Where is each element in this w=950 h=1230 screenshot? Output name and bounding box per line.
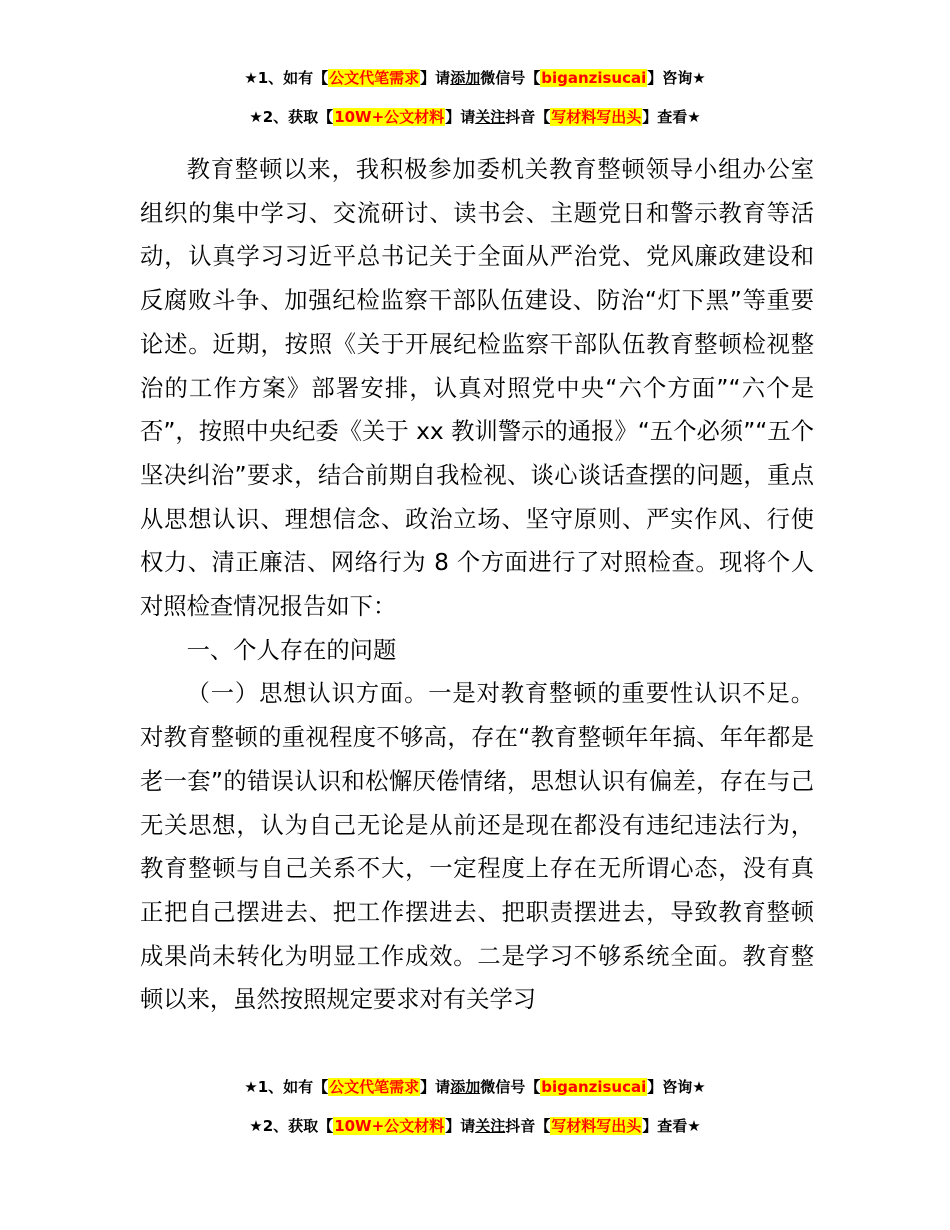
body-paragraph: （一）思想认识方面。一是对教育整顿的重要性认识不足。对教育整顿的重视程度不够高，存在“教育整顿年年搞、年年都是老一套”的错误认识和松懈厌倦情绪，思想认识有偏差，存在与己无关思想，认为自己无论是从前还是现在都没有违纪违法行为，教育整顿与自己关系不大，一定程度上存在无所谓心态，没有真正把自己摆进去、把工作摆进去、把职责摆进去，导致教育整顿成果尚未转化为明显工作成效。二是学习不够系统全面。教育整顿以来，虽然按照规定要求对有关学习: [140, 680, 814, 1014]
document-body: [140, 148, 814, 1022]
banner-text: 微信号【: [480, 69, 541, 87]
highlight-service: 公文代笔需求: [329, 69, 420, 87]
underlined-add: 添加: [450, 69, 481, 87]
section-heading: 一、个人存在的问题: [186, 636, 397, 664]
footer-banner-line-1: [0, 1076, 950, 1098]
banner-text: 抖音【: [505, 1117, 551, 1135]
highlight-wechat-id: biganzisucai: [541, 1078, 647, 1096]
banner-text: 微信号【: [480, 1078, 541, 1096]
intro-paragraph: 教育整顿以来，我积极参加委机关教育整顿领导小组办公室组织的集中学习、交流研讨、读书会、主题党日和警示教育等活动，认真学习习近平总书记关于全面从严治党、党风廉政建设和反腐败斗争、加强纪检监察干部队伍建设、防治“灯下黑”等重要论述。近期，按照《关于开展纪检监察干部队伍教育整顿检视整治的工作方案》部署安排，认真对照党中央“六个方面”“六个是否”，按照中央纪委《关于 xx 教训警示的通报》“五个必须”“五个坚决纠治”要求，结合前期自我检视、谈心谈话查摆的问题，重点从思想认识、理想信念、政治立场、坚守原则、严实作风、行使权力、清正廉洁、网络行为 8 个方面进行了对照检查。现将个人对照检查情况报告如下：: [140, 156, 814, 621]
banner-text: ★1、如有【: [244, 69, 329, 87]
highlight-materials: 10W+公文材料: [334, 108, 445, 126]
underlined-follow: 关注: [475, 108, 506, 126]
banner-text: ★1、如有【: [244, 1078, 329, 1096]
footer-banner-line-2: [0, 1115, 950, 1137]
highlight-douyin: 写材料写出头: [551, 1117, 642, 1135]
banner-text: 】查看★: [642, 1117, 701, 1135]
underlined-follow: 关注: [475, 1117, 506, 1135]
header-banner-line-1: [0, 67, 950, 89]
highlight-service: 公文代笔需求: [329, 1078, 420, 1096]
highlight-wechat-id: biganzisucai: [541, 69, 647, 87]
banner-text: 】查看★: [642, 108, 701, 126]
banner-text: 】请: [445, 108, 476, 126]
header-banner-line-2: [0, 106, 950, 128]
banner-text: ★2、获取【: [249, 1117, 334, 1135]
banner-text: 】咨询★: [647, 69, 706, 87]
banner-text: 抖音【: [505, 108, 551, 126]
underlined-add: 添加: [450, 1078, 481, 1096]
highlight-douyin: 写材料写出头: [551, 108, 642, 126]
banner-text: ★2、获取【: [249, 108, 334, 126]
banner-text: 】请: [420, 69, 451, 87]
highlight-materials: 10W+公文材料: [334, 1117, 445, 1135]
banner-text: 】请: [420, 1078, 451, 1096]
banner-text: 】咨询★: [647, 1078, 706, 1096]
banner-text: 】请: [445, 1117, 476, 1135]
